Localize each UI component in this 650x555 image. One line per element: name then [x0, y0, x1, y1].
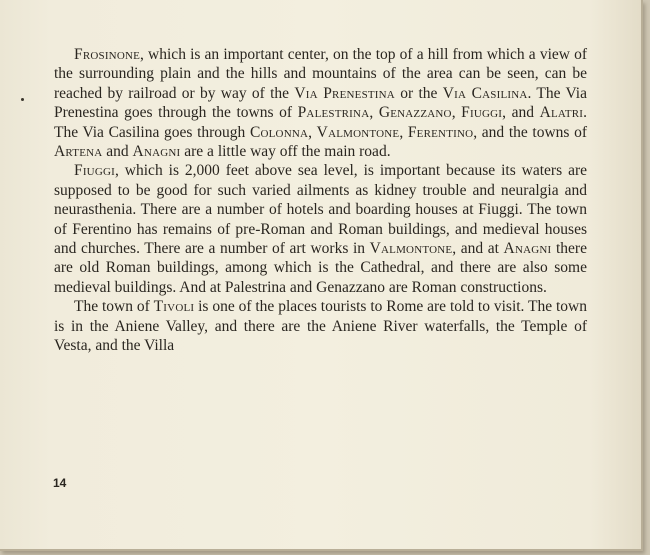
text-run: and [102, 143, 133, 161]
place-name: Via Prenestina [294, 84, 395, 102]
place-name: Palestrina [297, 104, 370, 122]
page-number: 14 [53, 476, 67, 490]
place-name: Anagni [132, 143, 181, 161]
place-name: Valmontone [369, 240, 453, 258]
text-run: , and [502, 104, 540, 122]
text-run: is one of the places tourists to Rome are told to visit. The town is in the Aniene Valley, and there are the Aniene River waterfalls, the Temple of Vesta, and the Villa [54, 298, 588, 355]
text-run: or the [394, 84, 443, 102]
text-run: , and at [452, 240, 504, 258]
place-name: Frosinone [74, 46, 141, 63]
place-name: Genazzano [378, 104, 452, 122]
text-run: , which is an important center, on the top of a hill from which a view of the surrounding plain and the hills and mountains of the area can be seen, can be reached by railroad or by way of the [54, 46, 587, 102]
paragraph-frosinone [54, 45, 587, 161]
text-run: The town of [74, 298, 154, 316]
place-name: Fiuggi [461, 104, 503, 122]
place-name: Anagni [503, 240, 552, 258]
place-name: Artena [54, 143, 103, 161]
text-run: are a little way off the main road. [180, 143, 391, 161]
text-run: there are old Roman buildings, among which is the Cathedral, and there are also some medieval buildings. And at Palestrina and Genazzano are Roman constructions. [54, 240, 587, 296]
paragraph-tivoli [54, 297, 587, 355]
place-name: Tivoli [153, 298, 195, 316]
text-run: , [369, 104, 379, 122]
text-run: , [451, 104, 462, 122]
place-name: Alatri [539, 104, 584, 122]
text-run: , [399, 123, 408, 141]
text-run: . The Via Prenestina goes through the towns of [54, 84, 587, 122]
text-run: , which is 2,000 feet above sea level, is important because its waters are supposed to be good for such varied ailments as kidney trouble and neuralgia and neurasthenia. There are a number of hotels and boarding houses at Fiuggi. The town of Ferentino has remains of pre-Roman and Roman buildings, and medieval houses and churches. There are a number of art works in [54, 162, 587, 258]
text-run: , [308, 123, 317, 141]
body-text [54, 45, 587, 356]
place-name: Valmontone [316, 123, 400, 141]
text-run: . The Via Casilina goes through [54, 104, 588, 141]
paragraph-fiuggi [54, 161, 587, 297]
place-name: Colonna [249, 123, 309, 141]
place-name: Via Casilina [442, 84, 528, 102]
ink-speck [21, 98, 24, 101]
place-name: Ferentino [407, 123, 474, 141]
text-run: , and the towns of [473, 123, 588, 141]
place-name: Fiuggi [74, 162, 115, 180]
